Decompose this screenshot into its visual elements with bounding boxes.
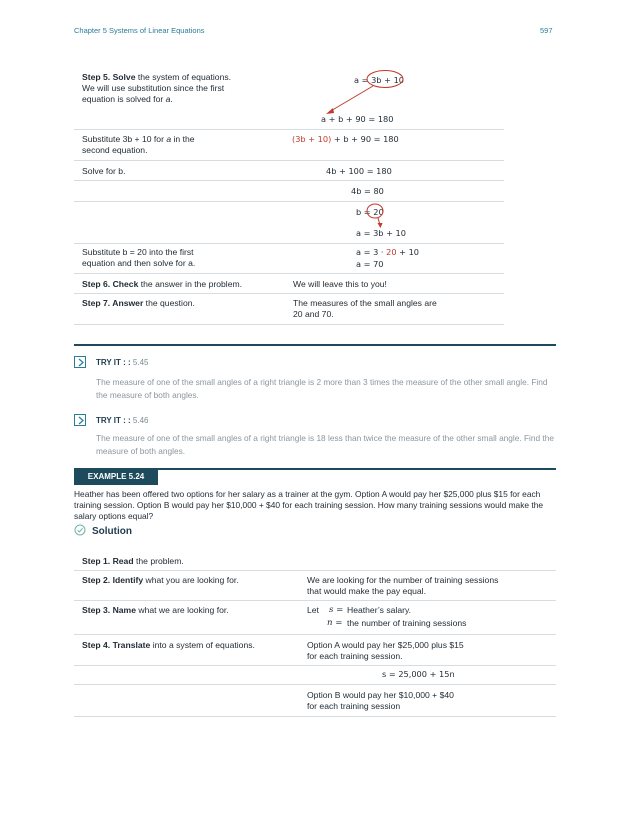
divider [74,665,556,666]
divider [74,600,556,601]
divider [74,180,504,181]
substitute-row-text: Substitute 3b + 10 for a in the second equation. [82,134,195,155]
divider [74,570,556,571]
eq-a-equals: a = 3b + 10 [354,75,404,85]
divider [74,716,556,717]
page-number: 597 [540,26,553,35]
s2-text: Step 2. Identify what you are looking for. [82,575,239,585]
eq-a-3b-10: a = 3b + 10 [356,228,406,238]
s3-n-var: n = [327,618,343,628]
example-problem: Heather has been offered two options for her salary as a trainer at the gym. Option A would pay her $25,000 plus $15 for each training session. Option B would pay her $10,000 + $40 for each training session. How many training sessions would make the salary options equal? [74,489,544,521]
try-it-rule [74,344,556,346]
chapter-header: Chapter 5 Systems of Linear Equations [74,26,205,35]
try-it-expand-button[interactable] [74,414,86,426]
chevron-right-icon [77,416,85,425]
try-it-text: The measure of one of the small angles of a right triangle is 2 more than 3 times the measure of the other small angle. Find the measure of both angles. [96,377,548,400]
eq-circled-expr: 3b + 10 [371,75,404,85]
substitute-b-text: Substitute b = 20 into the first equation and then solve for a. [82,247,196,268]
s3-text: Step 3. Name what we are looking for. [82,605,229,615]
try-it-expand-button[interactable] [74,356,86,368]
s4-option-a: Option A would pay her $25,000 plus $15 for each training session. [307,640,464,661]
s2-answer: We are looking for the number of training sessions that would make the pay equal. [307,575,499,596]
step6-text: Step 6. Check the answer in the problem. [82,279,243,289]
solve-b-text: Solve for b. [82,166,126,176]
check-circle-icon [74,524,86,536]
divider [74,273,504,274]
eq-4b-80: 4b = 80 [351,186,384,196]
s4-option-b: Option B would pay her $10,000 + $40 for each training session [307,690,454,711]
b-value-arrow [362,201,392,231]
divider [74,293,504,294]
divider [74,129,504,130]
divider [74,160,504,161]
s1-text: Step 1. Read the problem. [82,556,184,566]
eq-angle-sum: a + b + 90 = 180 [321,114,394,124]
example-tab: EXAMPLE 5.24 [74,469,158,485]
solution-heading: Solution [92,526,132,537]
s3-let: Let [307,605,319,615]
divider [74,684,556,685]
step6-answer: We will leave this to you! [293,279,387,289]
try-it-title: TRY IT : : 5.46 [96,416,149,425]
s3-s-def: Heather’s salary. [347,605,412,615]
step7-answer: The measures of the small angles are 20 and 70. [293,298,437,319]
step5-label: Step 5. Solve [82,72,136,82]
eq-a-70: a = 70 [356,259,384,269]
step5-text: Step 5. Solve the system of equations. We will use substitution since the first equation is solved for a. [82,72,232,104]
try-it-title: TRY IT : : 5.45 [96,358,149,367]
eq-option-a: s = 25,000 + 15n [382,669,455,679]
divider [74,634,556,635]
divider [74,243,504,244]
s4-text: Step 4. Translate into a system of equations. [82,640,255,650]
chevron-right-icon [77,358,85,367]
step7-text: Step 7. Answer the question. [82,298,195,308]
eq-b-20: b = 20 [356,207,384,217]
try-it-text: The measure of one of the small angles of a right triangle is 18 less than twice the measure of the other small angle. Find the measure of both angles. [96,433,554,456]
eq-4b-plus-100: 4b + 100 = 180 [326,166,392,176]
eq-a-3-20-10: a = 3 · 20 + 10 [356,247,420,257]
divider [74,201,504,202]
divider [74,324,504,325]
s3-s-var: s = [329,605,344,615]
s3-n-def: the number of training sessions [347,618,467,628]
eq-substituted: (3b + 10) + b + 90 = 180 [292,134,399,144]
